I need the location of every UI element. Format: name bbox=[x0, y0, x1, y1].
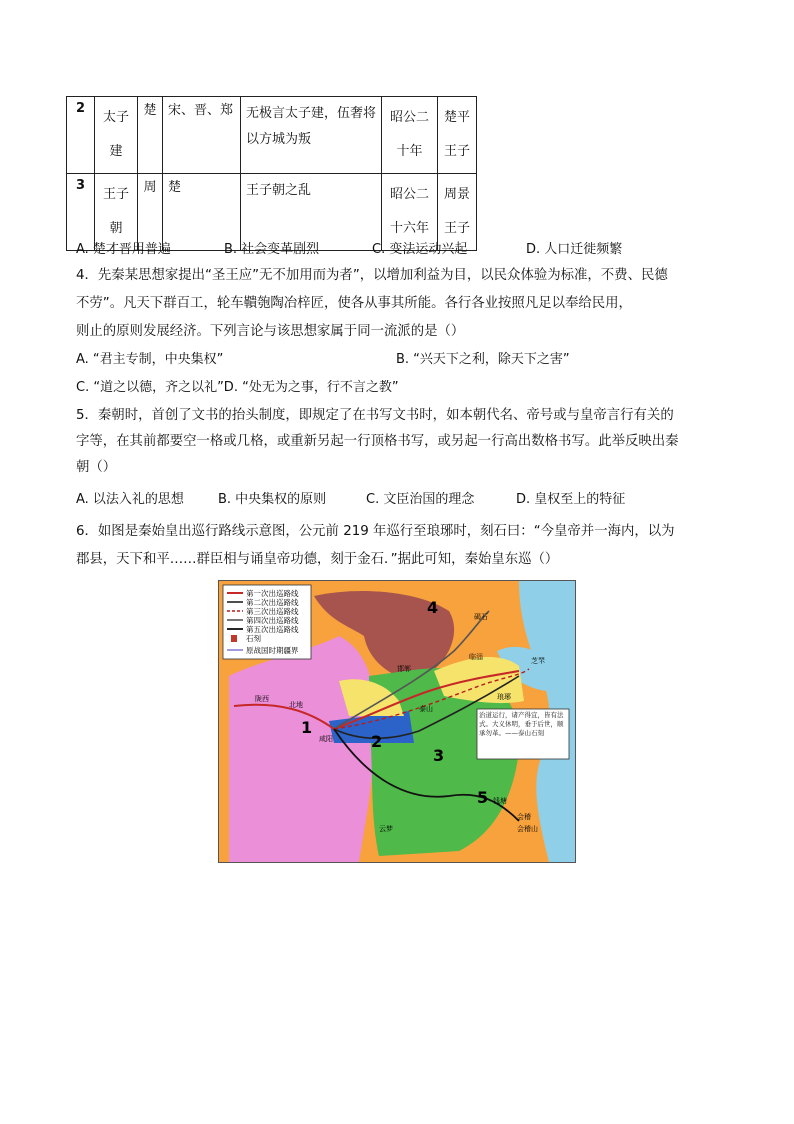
year-cell: 昭公二十六年 bbox=[382, 174, 438, 251]
place-label: 邯郸 bbox=[397, 665, 411, 673]
q6-stem-line2: 郡县，天下和平……群臣相与诵皇帝功德，刻于金石．”据此可知，秦始皇东巡（） bbox=[76, 552, 559, 567]
history-table bbox=[66, 96, 477, 251]
legend-item: 第五次出巡路线 bbox=[246, 625, 299, 634]
q5-option-d[interactable]: D. 皇权至上的特征 bbox=[516, 492, 626, 507]
route-number: 5 bbox=[477, 788, 489, 807]
q4-stem-line3: 则止的原则发展经济。下列言论与该思想家属于同一流派的是（） bbox=[76, 324, 465, 339]
state-cell: 周 bbox=[138, 174, 163, 251]
place-label: 云梦 bbox=[379, 825, 393, 833]
q3-option-b[interactable]: B. 社会变革剧烈 bbox=[224, 242, 320, 257]
legend-item: 第二次出巡路线 bbox=[246, 598, 299, 607]
legend-item: 第三次出巡路线 bbox=[246, 607, 299, 616]
source-cell: 楚平王子 bbox=[438, 97, 477, 174]
place-label: 咸阳 bbox=[319, 735, 333, 743]
row-number: 2 bbox=[67, 97, 95, 174]
place-label: 会稽 bbox=[517, 813, 531, 821]
places-cell: 楚 bbox=[163, 174, 241, 251]
place-label: 钱塘 bbox=[493, 797, 507, 805]
q4-stem-line2: 不劳”。凡天下群百工，轮车鞼匏陶冶梓匠，使各从事其所能。各行各业按照凡足以奉给民用， bbox=[76, 296, 632, 311]
person-cell: 太子建 bbox=[95, 97, 138, 174]
route-number: 4 bbox=[427, 598, 439, 617]
legend-item: 原战国时期疆界 bbox=[246, 646, 299, 655]
stone-inscription-note: 治道运行，诸产得宜，皆有法式。大义休明，垂于后世，顺承勿革。——泰山石刻 bbox=[479, 711, 564, 737]
person-cell: 王子朝 bbox=[95, 174, 138, 251]
source-cell: 周景王子 bbox=[438, 174, 477, 251]
q5-stem-line1: 5．秦朝时，首创了文书的抬头制度，即规定了在书写文书时，如本朝代名、帝号或与皇帝言行有关的 bbox=[76, 408, 674, 423]
q5-option-a[interactable]: A. 以法入礼的思想 bbox=[76, 492, 184, 507]
qin-tour-route-map bbox=[218, 580, 576, 863]
legend-item: 第四次出巡路线 bbox=[246, 616, 299, 625]
place-label: 临淄 bbox=[469, 653, 483, 661]
q3-option-a[interactable]: A. 楚才晋用普遍 bbox=[76, 242, 171, 257]
places-cell: 宋、晋、郑 bbox=[163, 97, 241, 174]
q5-stem-line3: 朝（） bbox=[76, 460, 117, 475]
q4-option-b[interactable]: B. “兴天下之利，除天下之害” bbox=[396, 352, 570, 367]
q4-option-c-d[interactable]: C. “道之以德，齐之以礼”D. “处无为之事，行不言之教” bbox=[76, 380, 399, 395]
legend-item: 石刻 bbox=[246, 634, 261, 643]
q4-option-a[interactable]: A. “君主专制，中央集权” bbox=[76, 352, 224, 367]
q4-stem-line1: 4．先秦某思想家提出“圣王应”无不加用而为者”，以增加利益为目，以民众体验为标准，不费、民德 bbox=[76, 268, 668, 283]
place-label: 陇西 bbox=[255, 695, 269, 703]
place-label: 北地 bbox=[289, 701, 303, 709]
route-number: 2 bbox=[371, 732, 383, 751]
q5-option-b[interactable]: B. 中央集权的原则 bbox=[218, 492, 327, 507]
row-number: 3 bbox=[67, 174, 95, 251]
state-cell: 楚 bbox=[138, 97, 163, 174]
place-label: 琅琊 bbox=[497, 693, 511, 701]
route-number: 3 bbox=[433, 746, 445, 765]
table-row bbox=[67, 97, 477, 174]
q6-stem-line1: 6．如图是秦始皇出巡行路线示意图，公元前 219 年巡行至琅琊时，刻石曰：“今皇帝并一海内，以为 bbox=[76, 524, 675, 539]
q3-option-d[interactable]: D. 人口迁徙频繁 bbox=[526, 242, 623, 257]
event-cell: 王子朝之乱 bbox=[241, 174, 382, 251]
place-label: 碣石 bbox=[474, 613, 488, 621]
q5-option-c[interactable]: C. 文臣治国的理念 bbox=[366, 492, 475, 507]
legend-item: 第一次出巡路线 bbox=[246, 589, 299, 598]
q3-option-c[interactable]: C. 变法运动兴起 bbox=[372, 242, 468, 257]
place-label: 会稽山 bbox=[517, 825, 538, 833]
place-label: 泰山 bbox=[419, 705, 433, 713]
year-cell: 昭公二十年 bbox=[382, 97, 438, 174]
route-number: 1 bbox=[301, 718, 313, 737]
event-cell: 无极言太子建，伍奢将以方城为叛 bbox=[241, 97, 382, 174]
place-label: 芝罘 bbox=[531, 657, 545, 665]
q5-stem-line2: 字等，在其前都要空一格或几格，或重新另起一行顶格书写，或另起一行高出数格书写。此举反映出秦 bbox=[76, 434, 679, 449]
